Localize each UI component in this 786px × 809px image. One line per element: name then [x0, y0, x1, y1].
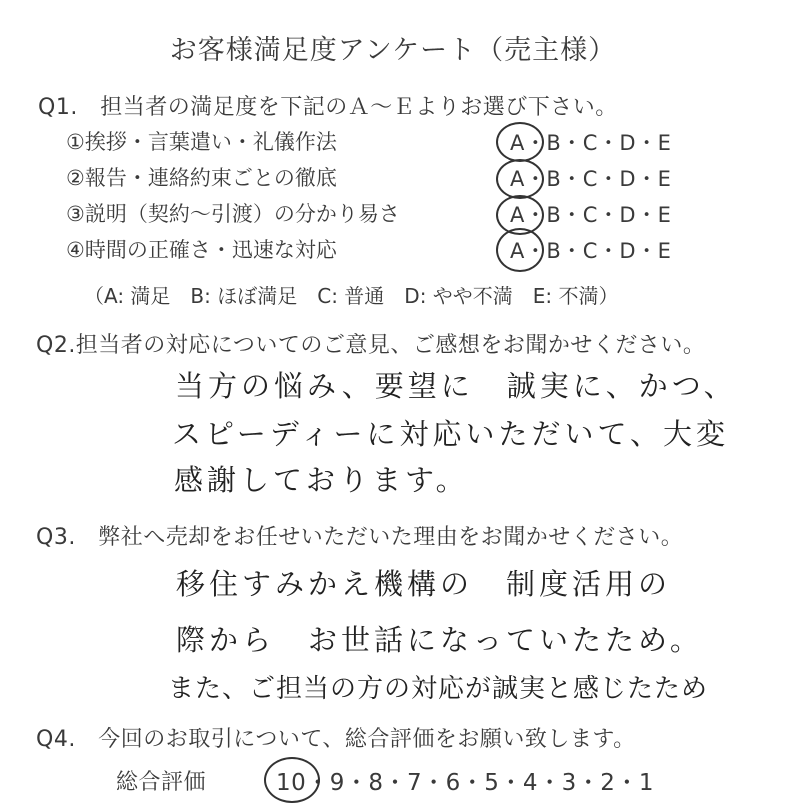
q1-legend: （A: 満足 B: ほぼ満足 C: 普通 D: やや不満 E: 不満） — [84, 284, 619, 308]
q4-question: Q4. 今回のお取引について、総合評価をお願い致します。 — [36, 727, 636, 752]
q1-item-4-selection-circle — [496, 228, 544, 272]
q1-item-2-label: ②報告・連絡約束ごとの徹底 — [66, 166, 337, 190]
q1-item-4-label: ④時間の正確さ・迅速な対応 — [66, 238, 337, 262]
q1-item-3-grades: A・B・C・D・E — [510, 203, 672, 227]
q4-selection-circle — [264, 757, 320, 803]
q1-question: Q1. 担当者の満足度を下記のＡ～Ｅよりお選び下さい。 — [38, 95, 618, 120]
q2-question: Q2.担当者の対応についてのご意見、ご感想をお聞かせください。 — [36, 333, 706, 358]
q1-item-1-label: ①挨拶・言葉遣い・礼儀作法 — [66, 130, 337, 154]
q1-item-3-label: ③説明（契約～引渡）の分かり易さ — [66, 202, 400, 226]
q3-answer-line-3: また、ご担当の方の対応が誠実と感じたため — [168, 674, 709, 704]
q2-answer-line-3: 感謝しております。 — [174, 463, 469, 497]
q3-answer-line-1: 移住すみかえ機構の 制度活用の — [176, 567, 672, 601]
q3-question: Q3. 弊社へ売却をお任せいただいた理由をお聞かせください。 — [36, 525, 684, 550]
survey-title: お客様満足度アンケート（売主様） — [169, 35, 617, 66]
q4-rating-scale: 10・9・8・7・6・5・4・3・2・1 — [276, 770, 654, 796]
q2-answer-line-1: 当方の悩み、要望に 誠実に、かつ、 — [175, 369, 737, 403]
q2-answer-line-2: スピーディーに対応いただいて、大変 — [172, 417, 729, 451]
q1-item-2-grades: A・B・C・D・E — [510, 167, 672, 191]
q1-item-4-grades: A・B・C・D・E — [510, 239, 672, 263]
q1-item-1-selection-circle — [496, 122, 544, 162]
q1-item-2-selection-circle — [496, 159, 544, 199]
q4-rating-label: 総合評価 — [116, 770, 207, 795]
q3-answer-line-2: 際から お世話になっていたため。 — [176, 623, 703, 657]
q1-item-1-grades: A・B・C・D・E — [510, 131, 672, 155]
